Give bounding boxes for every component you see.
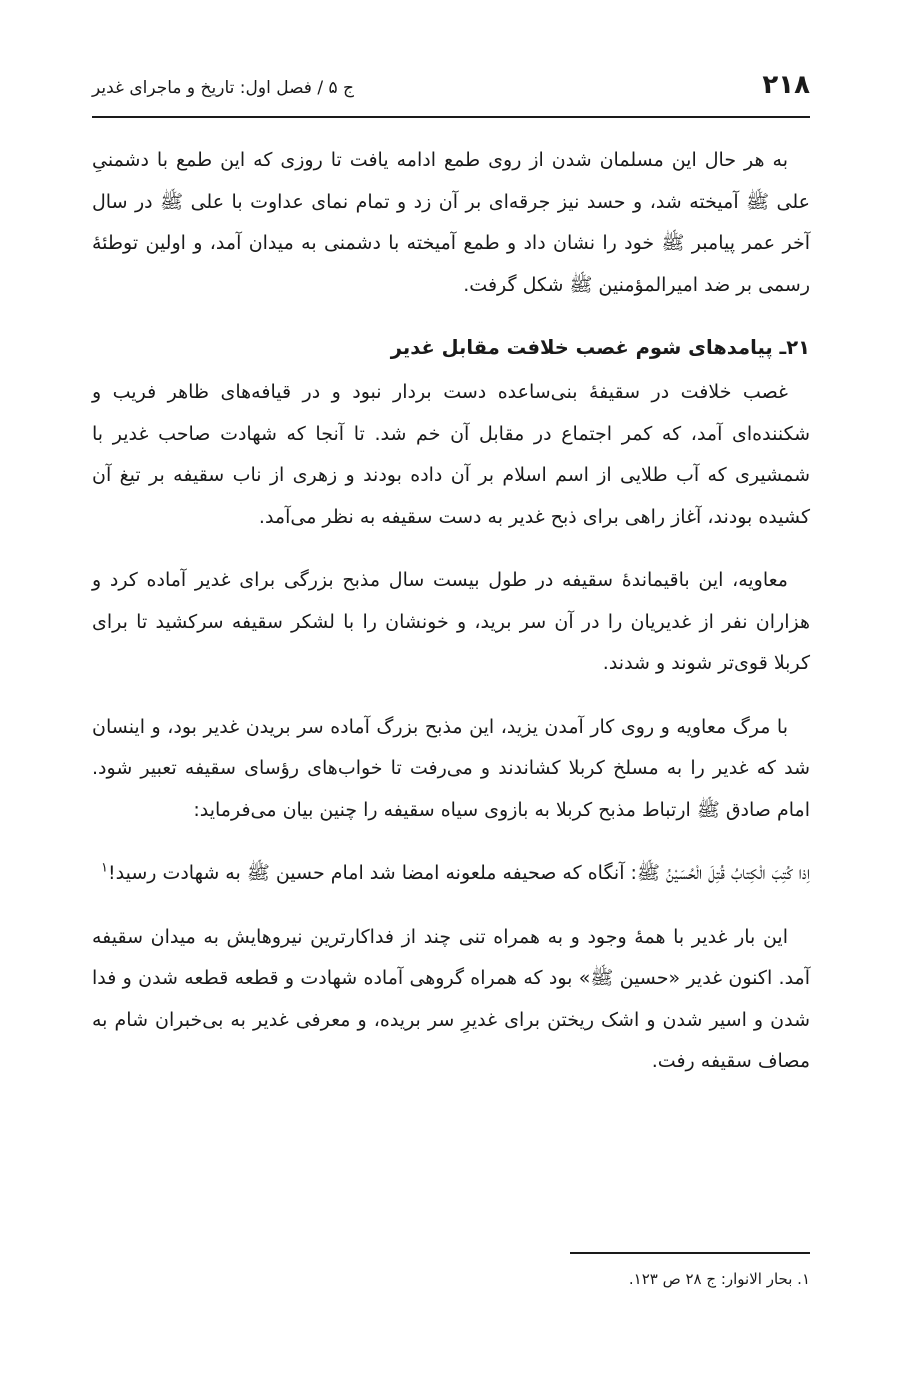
- section-heading: ۲۱ـ پیامدهای شوم غصب خلافت مقابل غدیر: [390, 336, 810, 359]
- body-text: [92, 140, 810, 1105]
- page-number: ۲۱۸: [762, 70, 810, 100]
- paragraph-3: معاویه، این باقیماندهٔ سقیفه در طول بیست سال مذبح بزرگی برای غدیر آماده کرد و هزاران نفر از غدیریان را در آن سر برید، و خونشان را با لشکر سقیفه سرکشید تا برای کربلا قوی‌تر شوند و شدند.: [92, 569, 810, 674]
- page-header: [92, 70, 810, 110]
- paragraph-5: این بار غدیر با همهٔ وجود و به همراه تنی چند از فداکارترین نیروهایش به میدان سقیفه آمد. اکنون غدیر «حسین ﷺ» بود که همراه گروهی آماده شهادت و قطعه قطعه شدن و فدا شدن و اسیر شدن و اشک ریختن برای غدیرِ سر بریده، و معرفی غدیر به بی‌خبران شام به مصاف سقیفه رفت.: [92, 925, 810, 1072]
- hadith-arabic-text: اِذا کُتِبَ الْکِتابُ قُتِلَ الْحُسَیْنُ ﷺ: [636, 862, 810, 884]
- hadith-quote: [92, 853, 810, 895]
- paragraph-1: به هر حال این مسلمان شدن از روی طمع ادامه یافت تا روزی که این طمع با دشمنیِ علی ﷺ آمیخته شد، و حسد نیز جرقه‌ای بر آن زد و تمام نمای عداوت با علی ﷺ در سال آخر عمر پیامبر ﷺ خود را نشان داد و طمع آمیخته با دشمنی به میدان آمد، و اولین توطئهٔ رسمی بر ضد امیرالمؤمنین ﷺ شکل گرفت.: [92, 149, 810, 296]
- header-divider: [92, 116, 810, 118]
- running-title: ج ۵ / فصل اول: تاریخ و ماجرای غدیر: [92, 78, 355, 98]
- paragraph-4: با مرگ معاویه و روی کار آمدن یزید، این مذبح بزرگ آماده سر بریدن غدیر بود، و اینسان شد که غدیر را به مسلخ کربلا کشاندند و می‌رفت تا خواب‌های رؤسای سقیفه تعبیر شود. امام صادق ﷺ ارتباط مذبح کربلا به بازوی سیاه سقیفه را چنین بیان می‌فرماید:: [92, 715, 810, 821]
- paragraph-2: غصب خلافت در سقیفهٔ بنی‌ساعده دست بردار نبود و در قیافه‌های ظاهر فریب و شکننده‌ای آمد، که کمر اجتماع در مقابل آن خم شد. تا آنجا که شهادت صاحب غدیر با شمشیری که آب طلایی از اسم اسلام بر آن داده بودند و زهری از ناب سقیفه بر تیغ آن کشیده بودند، آغاز راهی برای ذبح غدیر به دست سقیفه به نظر می‌آمد.: [92, 381, 810, 528]
- footnote-reference[interactable]: ۱: [101, 860, 108, 876]
- footnote-divider: [570, 1252, 810, 1254]
- hadith-translation: : آنگاه که صحیفه ملعونه امضا شد امام حسین ﷺ به شهادت رسید!: [108, 862, 637, 884]
- footnote: ۱. بحار الانوار: ج ۲۸ ص ۱۲۳.: [628, 1270, 810, 1288]
